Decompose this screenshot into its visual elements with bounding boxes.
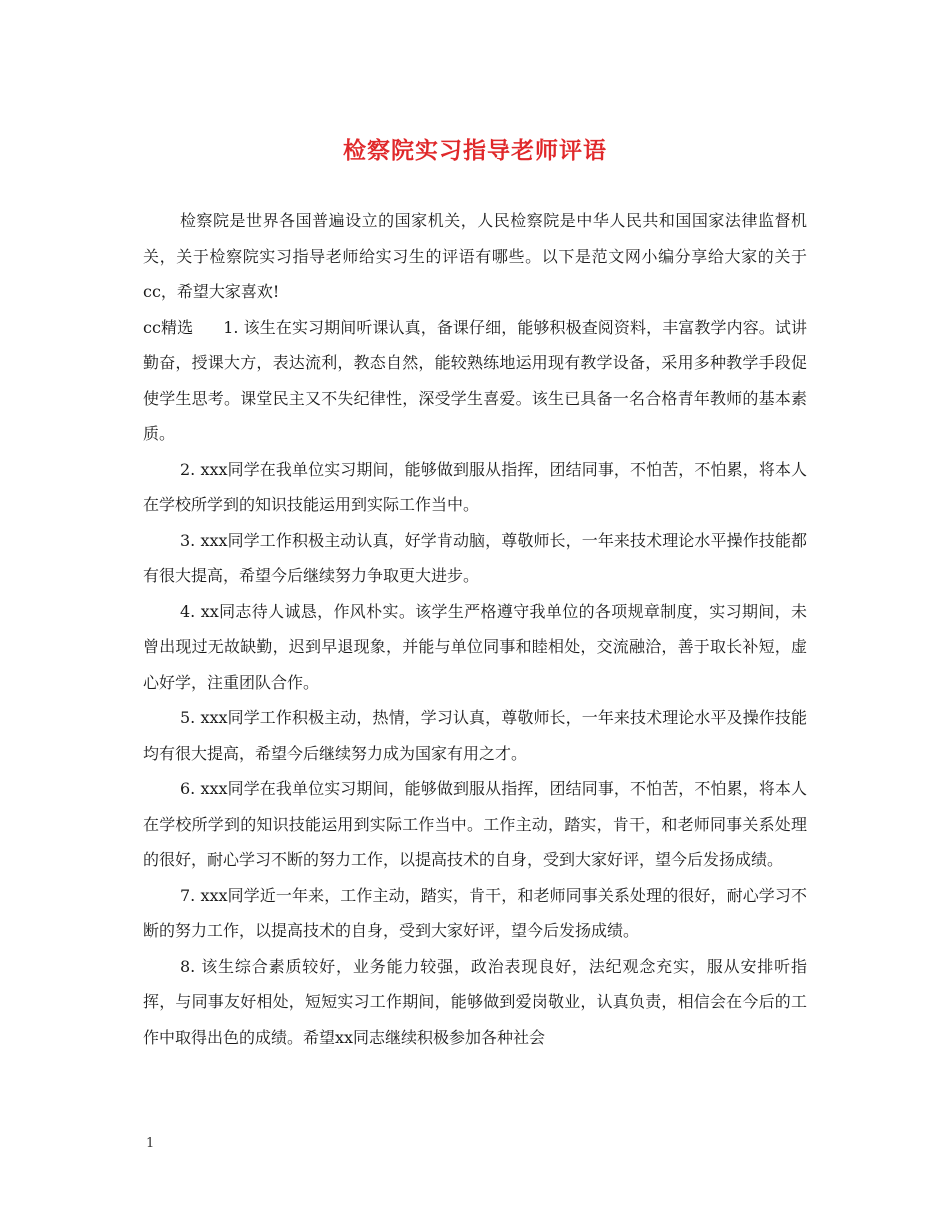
document-title: 检察院实习指导老师评语 [343, 138, 607, 164]
item-paragraph-3: 3. xxx同学工作积极主动认真，好学肯动脑，尊敬师长，一年来技术理论水平操作技能都有很大提高，希望今后继续努力争取更大进步。 [143, 530, 807, 585]
item-paragraph-1 [143, 310, 807, 452]
item-paragraph-5: 5. xxx同学工作积极主动，热情，学习认真，尊敬师长，一年来技术理论水平及操作技能均有很大提高，希望今后继续努力成为国家有用之才。 [143, 708, 807, 763]
item-paragraph-4: 4. xx同志待人诚恳，作风朴实。该学生严格遵守我单位的各项规章制度，实习期间，未曾出现过无故缺勤，迟到早退现象，并能与单位同事和睦相处，交流融洽，善于取长补短，虚心好学，注重团队合作。 [143, 601, 807, 692]
document-body [143, 203, 807, 1055]
page-number: 1 [146, 1136, 155, 1151]
item-text-1: 1. 该生在实习期间听课认真，备课仔细，能够积极查阅资料，丰富教学内容。试讲勤奋，授课大方，表达流利，教态自然，能较熟练地运用现有教学设备，采用多种教学手段促使学生思考。课堂民主又不失纪律性，深受学生喜爱。该生已具备一名合格青年教师的基本素质。 [143, 317, 807, 443]
section-label: cc精选 [143, 317, 194, 337]
item-paragraph-8: 8. 该生综合素质较好，业务能力较强，政治表现良好，法纪观念充实，服从安排听指挥，与同事友好相处，短短实习工作期间，能够做到爱岗敬业，认真负责，相信会在今后的工作中取得出色的成绩。希望xx同志继续积极参加各种社会 [143, 956, 807, 1047]
item-paragraph-7: 7. xxx同学近一年来，工作主动，踏实，肯干，和老师同事关系处理的很好，耐心学习不断的努力工作，以提高技术的自身，受到大家好评，望今后发扬成绩。 [143, 885, 807, 940]
item-paragraph-2: 2. xxx同学在我单位实习期间，能够做到服从指挥，团结同事，不怕苦，不怕累，将本人在学校所学到的知识技能运用到实际工作当中。 [143, 459, 807, 514]
intro-paragraph: 检察院是世界各国普遍设立的国家机关，人民检察院是中华人民共和国国家法律监督机关，关于检察院实习指导老师给实习生的评语有哪些。以下是范文网小编分享给大家的关于cc，希望大家喜欢! [143, 211, 807, 301]
item-paragraph-6: 6. xxx同学在我单位实习期间，能够做到服从指挥，团结同事，不怕苦，不怕累，将本人在学校所学到的知识技能运用到实际工作当中。工作主动，踏实，肯干，和老师同事关系处理的很好，耐心学习不断的努力工作，以提高技术的自身，受到大家好评，望今后发扬成绩。 [143, 779, 807, 869]
